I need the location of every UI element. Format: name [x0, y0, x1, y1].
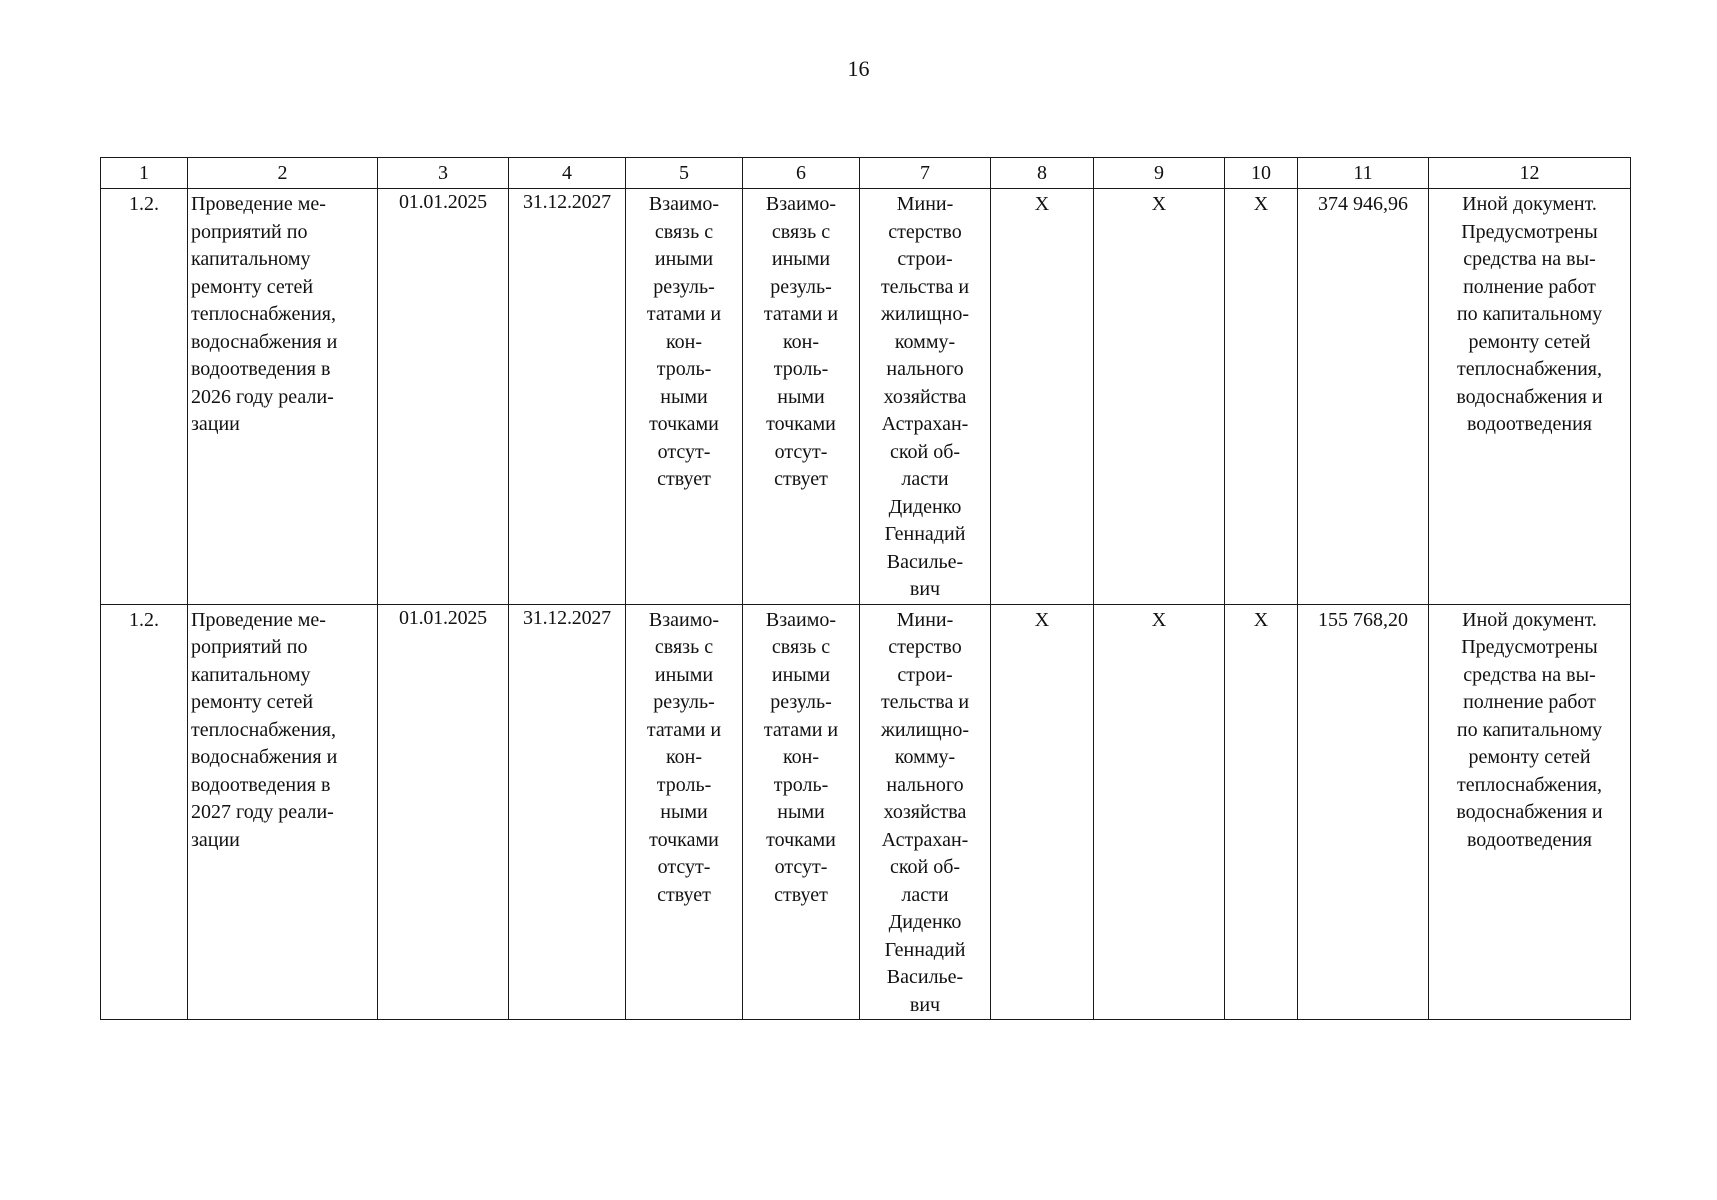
column-header: 10	[1225, 158, 1298, 189]
row-number-cell: 1.2.	[101, 604, 188, 1020]
responsible-cell-line: Астрахан-	[881, 413, 969, 435]
mark-cell: X	[1094, 604, 1225, 1020]
relation-cell-line: отсут-	[774, 440, 828, 463]
measure-name-cell-line: роприятий по	[191, 636, 308, 658]
column-header: 9	[1094, 158, 1225, 189]
relation-cell-line: связь с	[771, 636, 831, 658]
relation-cell-line: татами и	[646, 303, 722, 325]
relation-cell	[626, 604, 743, 1020]
relation-cell	[626, 189, 743, 605]
relation-cell-line: ными	[777, 385, 825, 408]
measure-name-cell-line: 2026 году реали-	[191, 385, 334, 408]
column-header: 1	[101, 158, 188, 189]
column-number-row	[101, 158, 1631, 189]
responsible-cell-line: нального	[886, 773, 964, 796]
measure-name-cell-line: капитальному	[191, 248, 311, 270]
relation-cell-line: ствует	[657, 468, 711, 490]
table-row	[101, 189, 1631, 605]
mark-cell: X	[1094, 189, 1225, 605]
relation-cell-line: троль-	[773, 358, 829, 380]
responsible-cell-line: тельства и	[880, 275, 970, 298]
document-cell-line: теплоснабжения,	[1457, 358, 1602, 380]
relation-cell-line: кон-	[782, 330, 820, 353]
measure-name-cell-line: водоснабжения и	[191, 330, 338, 353]
relation-cell-line: ными	[660, 385, 708, 408]
relation-cell-line: точками	[766, 828, 836, 851]
column-header: 3	[378, 158, 509, 189]
responsible-cell-line: жилищно-	[881, 718, 969, 741]
document-cell-line: средства на вы-	[1463, 663, 1596, 686]
relation-cell	[743, 604, 860, 1020]
document-cell-line: Предусмотрены	[1461, 220, 1598, 243]
measure-name-cell-line: водоснабжения и	[191, 746, 338, 768]
column-header: 5	[626, 158, 743, 189]
relation-cell-line: кон-	[665, 746, 703, 768]
measure-name-cell-line: Проведение ме-	[191, 193, 326, 215]
measure-name-cell-line: теплоснабжения,	[191, 303, 336, 325]
column-header: 7	[860, 158, 991, 189]
document-cell-line: Иной документ.	[1462, 193, 1597, 215]
relation-cell-line: резуль-	[653, 691, 715, 713]
responsible-cell-line: Диденко	[888, 911, 962, 933]
column-header: 12	[1429, 158, 1631, 189]
mark-cell: X	[1225, 604, 1298, 1020]
relation-cell-line: связь с	[654, 220, 714, 243]
page-number: 16	[847, 56, 870, 81]
mark-cell: X	[991, 604, 1094, 1020]
document-cell-line: водоотведения	[1467, 828, 1592, 851]
responsible-cell-line: хозяйства	[883, 385, 967, 408]
relation-cell-line: татами и	[763, 718, 839, 741]
end-date-cell: 31.12.2027	[509, 604, 626, 1020]
responsible-cell-line: ской об-	[889, 440, 961, 463]
responsible-cell-line: Геннадий	[884, 523, 966, 545]
document-cell-line: по капитальному	[1456, 303, 1603, 325]
relation-cell-line: точками	[649, 828, 719, 851]
relation-cell-line: отсут-	[657, 440, 711, 463]
responsible-cell-line: Мини-	[896, 193, 954, 215]
relation-cell-line: Взаимо-	[765, 608, 837, 631]
measure-name-cell-line: роприятий по	[191, 220, 308, 243]
responsible-cell-line: Астрахан-	[881, 828, 969, 851]
row-number-cell: 1.2.	[101, 189, 188, 605]
relation-cell-line: иными	[654, 248, 714, 270]
responsible-cell-line: хозяйства	[883, 801, 967, 823]
responsible-cell-line: стерство	[888, 220, 962, 243]
measure-name-cell-line: водоотведения в	[191, 773, 331, 796]
relation-cell-line: кон-	[782, 746, 820, 768]
relation-cell-line: резуль-	[770, 275, 832, 298]
document-cell-line: Предусмотрены	[1461, 636, 1598, 658]
column-header: 4	[509, 158, 626, 189]
responsible-cell	[860, 189, 991, 605]
relation-cell-line: кон-	[665, 330, 703, 353]
measure-name-cell-line: теплоснабжения,	[191, 718, 336, 741]
column-header: 6	[743, 158, 860, 189]
column-header: 11	[1298, 158, 1429, 189]
relation-cell-line: связь с	[654, 636, 714, 658]
relation-cell-line: троль-	[656, 358, 712, 380]
relation-cell-line: троль-	[656, 773, 712, 796]
document-cell-line: водоснабжения и	[1456, 385, 1603, 408]
relation-cell-line: точками	[649, 413, 719, 435]
relation-cell-line: иными	[771, 248, 831, 270]
measure-name-cell-line: ремонту сетей	[191, 275, 314, 298]
relation-cell-line: ствует	[774, 468, 828, 490]
measure-name-cell	[188, 604, 378, 1020]
responsible-cell-line: ской об-	[889, 856, 961, 878]
relation-cell-line: татами и	[646, 718, 722, 741]
start-date-cell: 01.01.2025	[378, 189, 509, 605]
responsible-cell-line: Геннадий	[884, 938, 966, 961]
relation-cell-line: Взаимо-	[648, 608, 720, 631]
end-date-cell: 31.12.2027	[509, 189, 626, 605]
responsible-cell-line: жилищно-	[881, 303, 969, 325]
document-cell-line: теплоснабжения,	[1457, 773, 1602, 796]
amount-cell: 155 768,20	[1298, 604, 1429, 1020]
responsible-cell-line: нального	[886, 358, 964, 380]
relation-cell-line: резуль-	[770, 691, 832, 713]
responsible-cell-line: ласти	[901, 883, 949, 906]
relation-cell-line: иными	[771, 663, 831, 686]
relation-cell-line: ными	[777, 801, 825, 823]
document-cell-line: полнение работ	[1463, 275, 1596, 298]
relation-cell-line: иными	[654, 663, 714, 686]
responsible-cell-line: стерство	[888, 636, 962, 658]
responsible-cell-line: Василье-	[886, 966, 964, 988]
mark-cell: X	[991, 189, 1094, 605]
relation-cell-line: Взаимо-	[648, 193, 720, 215]
document-cell-line: ремонту сетей	[1468, 330, 1591, 353]
document-cell-line: по капитальному	[1456, 718, 1603, 741]
relation-cell-line: резуль-	[653, 275, 715, 298]
relation-cell-line: троль-	[773, 773, 829, 796]
document-cell-line: ремонту сетей	[1468, 746, 1591, 768]
responsible-cell-line: Василье-	[886, 550, 964, 573]
responsible-cell-line: строи-	[897, 663, 953, 686]
measure-name-cell	[188, 189, 378, 605]
amount-cell: 374 946,96	[1298, 189, 1429, 605]
relation-cell-line: отсут-	[657, 856, 711, 878]
relation-cell-line: связь с	[771, 220, 831, 243]
responsible-cell-line: Мини-	[896, 608, 954, 631]
responsible-cell-line: вич	[909, 578, 941, 600]
measure-name-cell-line: капитальному	[191, 663, 311, 686]
document-cell	[1429, 604, 1631, 1020]
relation-cell-line: точками	[766, 413, 836, 435]
column-header: 2	[188, 158, 378, 189]
relation-cell-line: ствует	[774, 883, 828, 906]
column-header: 8	[991, 158, 1094, 189]
responsible-cell-line: строи-	[897, 248, 953, 270]
document-cell-line: средства на вы-	[1463, 248, 1596, 270]
responsible-cell-line: комму-	[894, 746, 956, 768]
responsible-cell-line: вич	[909, 993, 941, 1016]
measure-name-cell-line: зации	[191, 413, 240, 435]
document-cell	[1429, 189, 1631, 605]
relation-cell	[743, 189, 860, 605]
relation-cell-line: ствует	[657, 883, 711, 906]
responsible-cell-line: комму-	[894, 330, 956, 353]
measure-name-cell-line: Проведение ме-	[191, 608, 326, 631]
document-cell-line: водоотведения	[1467, 413, 1592, 435]
measure-name-cell-line: 2027 году реали-	[191, 801, 334, 823]
responsible-cell-line: тельства и	[880, 691, 970, 713]
relation-cell-line: татами и	[763, 303, 839, 325]
relation-cell-line: Взаимо-	[765, 193, 837, 215]
mark-cell: X	[1225, 189, 1298, 605]
document-cell-line: Иной документ.	[1462, 608, 1597, 631]
measure-name-cell-line: ремонту сетей	[191, 691, 314, 713]
responsible-cell-line: Диденко	[888, 495, 962, 518]
responsible-cell-line: ласти	[901, 468, 949, 490]
document-cell-line: водоснабжения и	[1456, 801, 1603, 823]
measures-table	[100, 157, 1631, 1020]
relation-cell-line: отсут-	[774, 856, 828, 878]
measure-name-cell-line: зации	[191, 828, 240, 851]
document-cell-line: полнение работ	[1463, 691, 1596, 713]
measure-name-cell-line: водоотведения в	[191, 358, 331, 380]
responsible-cell	[860, 604, 991, 1020]
relation-cell-line: ными	[660, 801, 708, 823]
start-date-cell: 01.01.2025	[378, 604, 509, 1020]
table-row	[101, 604, 1631, 1020]
